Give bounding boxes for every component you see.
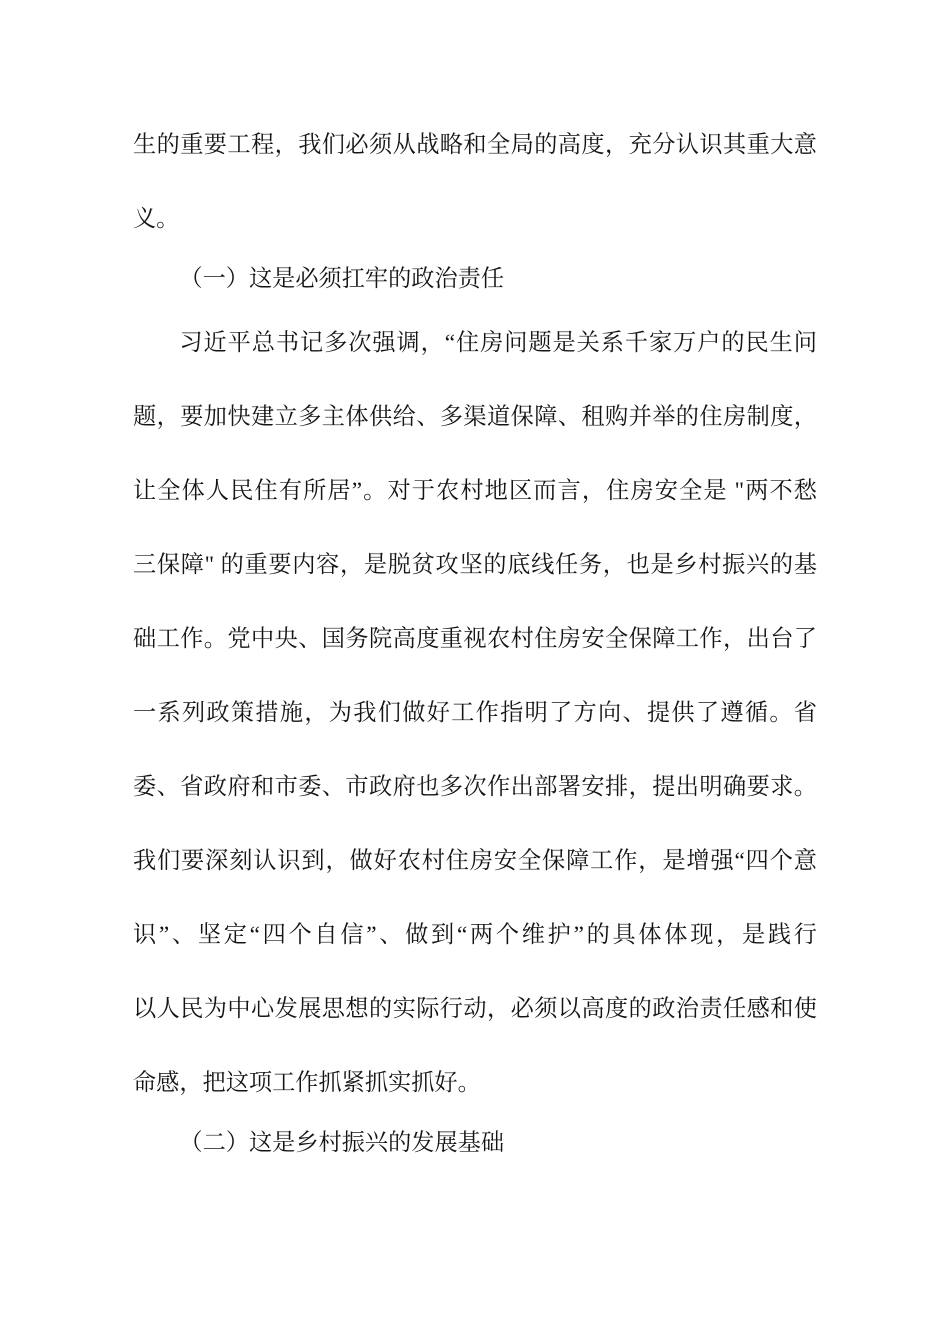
text-line: 三保障" 的重要内容，是脱贫攻坚的底线任务，也是乡村振兴的基	[133, 552, 817, 578]
text-line: 题，要加快建立多主体供给、多渠道保障、租购并举的住房制度，	[133, 404, 817, 430]
heading-line: （二）这是乡村振兴的发展基础	[179, 1130, 505, 1156]
text-line: 委、省政府和市委、市政府也多次作出部署安排，提出明确要求。	[133, 774, 817, 800]
document-body	[133, 108, 817, 1170]
paragraph	[133, 108, 817, 256]
text-line: 识”、坚定“四个自信”、做到“两个维护”的具体体现，是践行	[133, 922, 817, 948]
text-line: 一系列政策措施，为我们做好工作指明了方向、提供了遵循。省	[133, 700, 817, 726]
text-line: 生的重要工程，我们必须从战略和全局的高度，充分认识其重大意	[133, 132, 817, 158]
text-line: 我们要深刻认识到，做好农村住房安全保障工作，是增强“四个意	[133, 848, 817, 874]
text-line: 以人民为中心发展思想的实际行动，必须以高度的政治责任感和使	[133, 996, 817, 1022]
section-heading	[133, 242, 817, 316]
text-line: 命感，把这项工作抓紧抓实抓好。	[133, 1070, 481, 1096]
heading-line: （一）这是必须扛牢的政治责任	[179, 266, 505, 292]
paragraph	[133, 306, 817, 1120]
text-line: 让全体人民住有所居”。对于农村地区而言，住房安全是 "两不愁	[133, 478, 817, 504]
text-line: 义。	[133, 206, 180, 232]
text-line: 础工作。党中央、国务院高度重视农村住房安全保障工作，出台了	[133, 626, 817, 652]
text-line: 习近平总书记多次强调，“住房问题是关系千家万户的民生问	[179, 330, 817, 356]
section-heading	[133, 1106, 817, 1180]
